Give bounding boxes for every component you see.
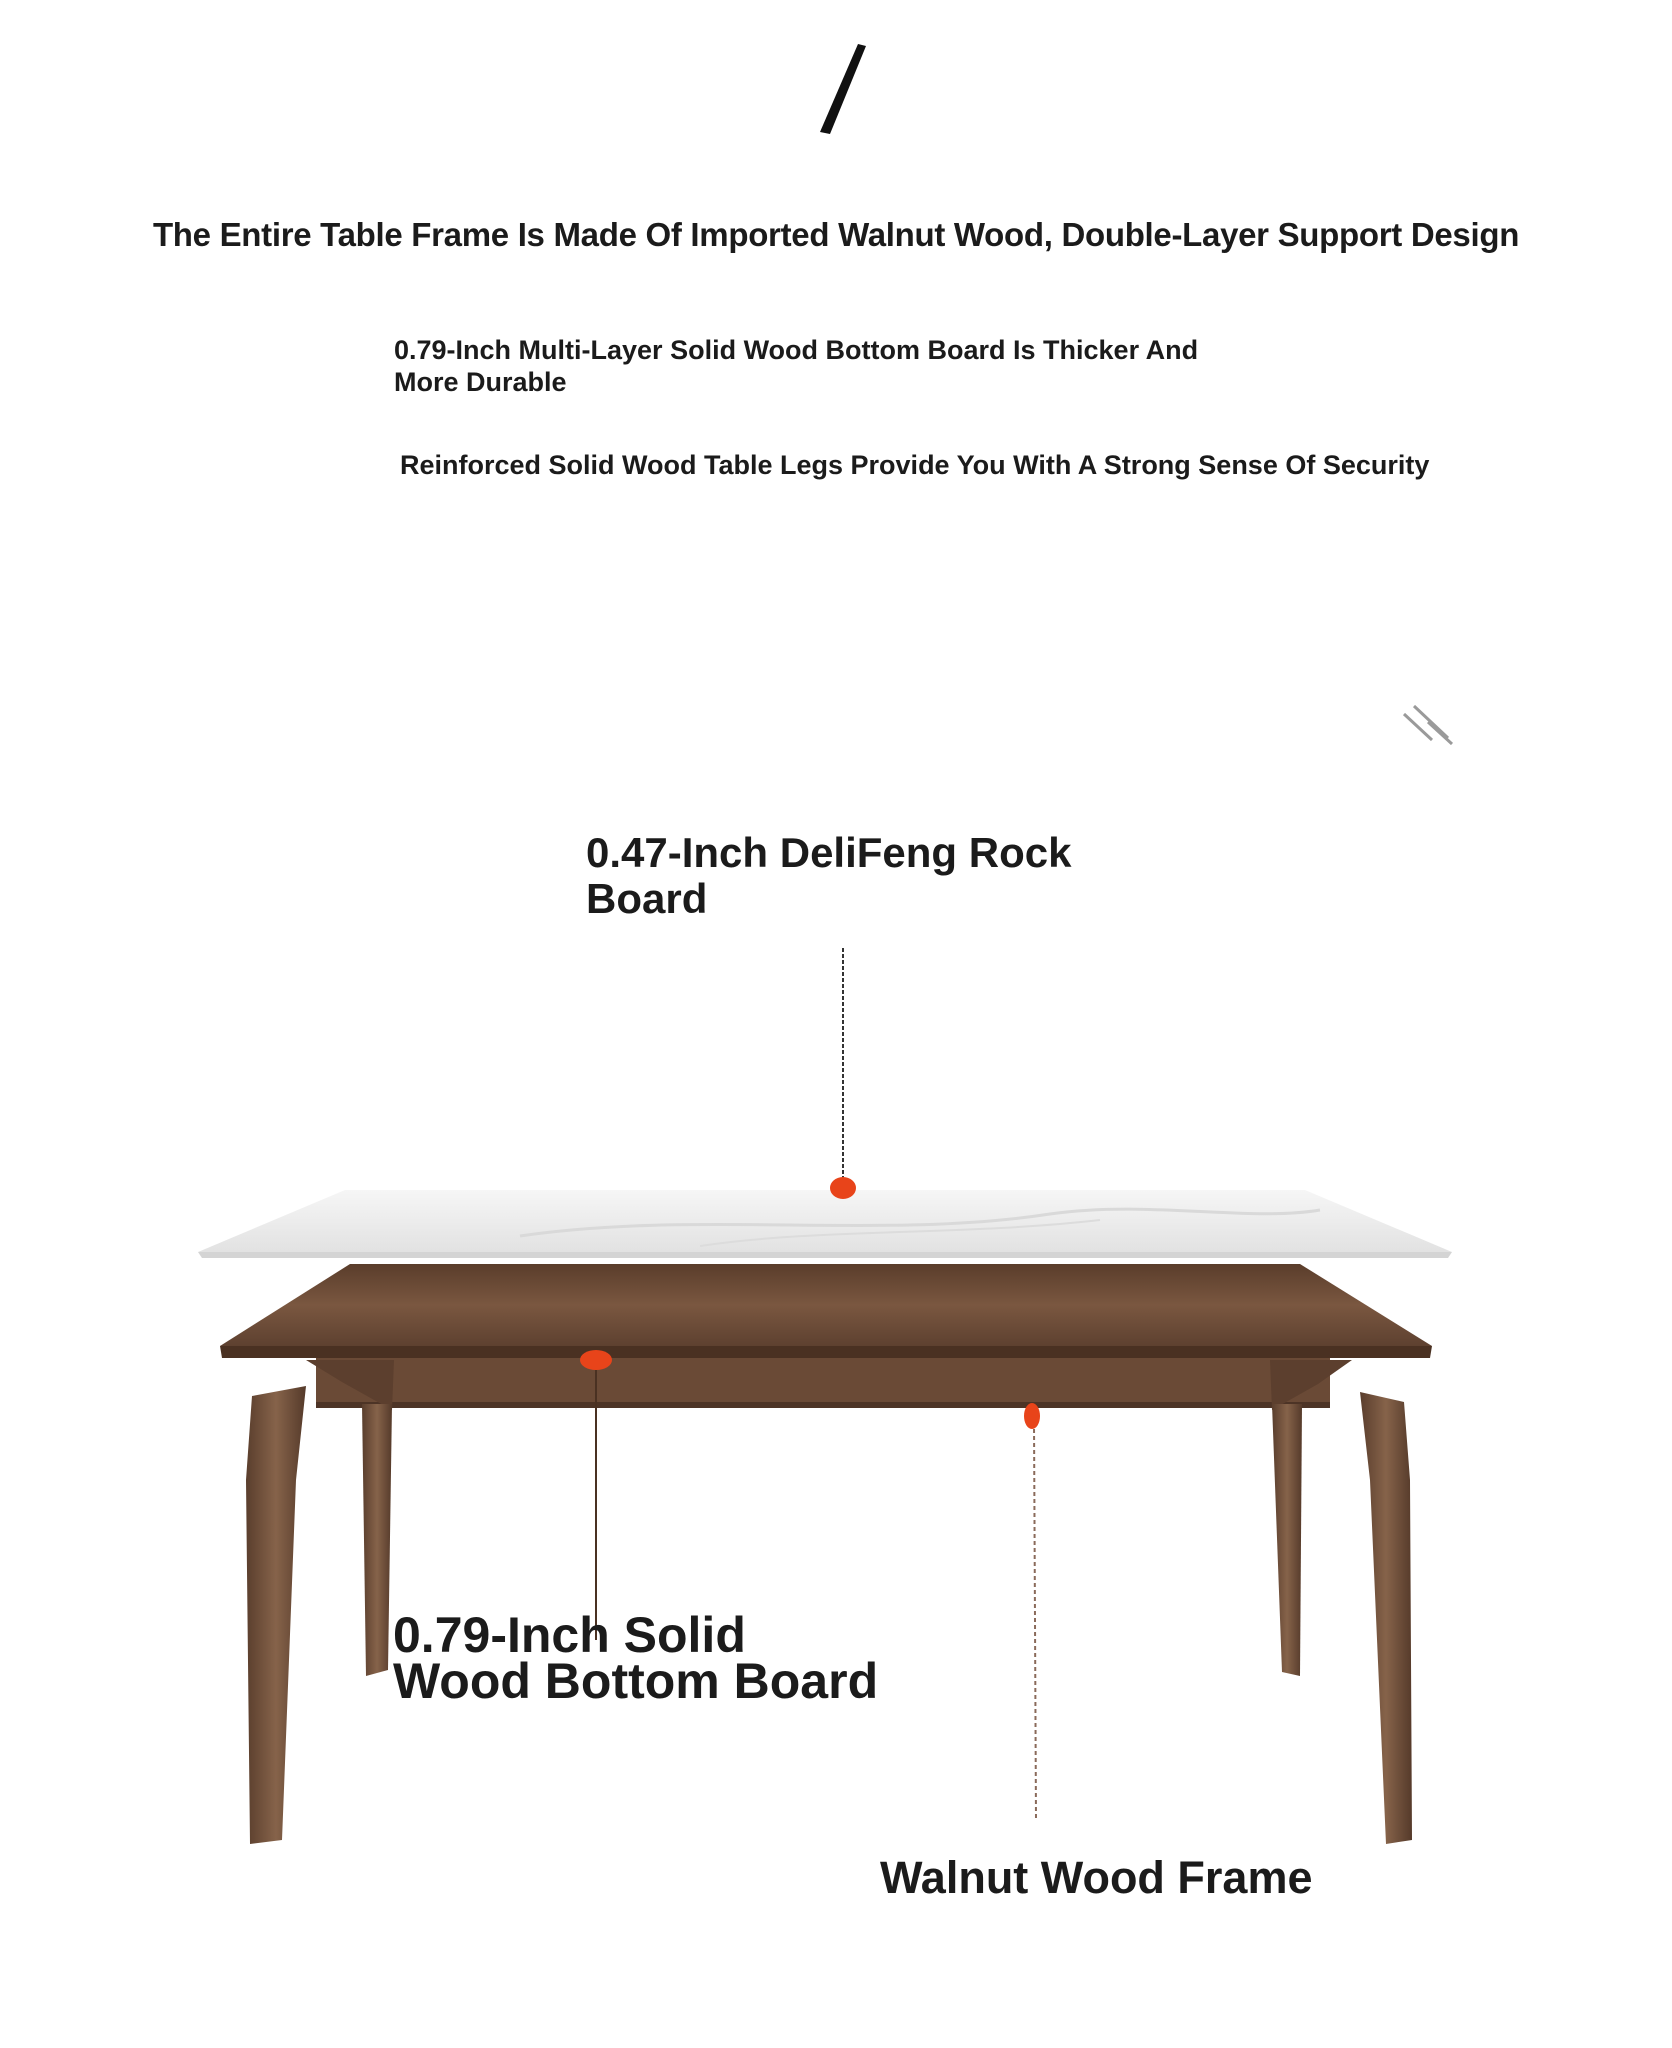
feature-bottom-board-line1: 0.79-Inch Multi-Layer Solid Wood Bottom Board Is Thicker And: [394, 335, 1199, 365]
walnut-frame-top: [220, 1264, 1432, 1410]
rock-board-slab: [198, 1190, 1452, 1258]
callout-walnut-frame: Walnut Wood Frame: [880, 1852, 1313, 1903]
callout-bottom-board-line1: 0.79-Inch Solid: [393, 1607, 746, 1663]
slash-mark-icon: [820, 44, 866, 134]
callout-rock-board-line1: 0.47-Inch DeliFeng Rock: [586, 829, 1072, 876]
callout-rock-board-line2: Board: [586, 875, 708, 922]
feature-bottom-board-line2: More Durable: [394, 367, 567, 397]
headline: The Entire Table Frame Is Made Of Imported Walnut Wood, Double-Layer Support Design: [152, 216, 1520, 253]
callout-bottom-board-line2: Wood Bottom Board: [393, 1653, 879, 1709]
hatch-mark-icon: [1404, 706, 1452, 744]
feature-legs: Reinforced Solid Wood Table Legs Provide You With A Strong Sense Of Security: [400, 450, 1430, 480]
feature-bottom-board: [394, 334, 1294, 398]
callout-bottom-board: [393, 1607, 993, 1709]
callout-rock-board: [586, 830, 1146, 922]
